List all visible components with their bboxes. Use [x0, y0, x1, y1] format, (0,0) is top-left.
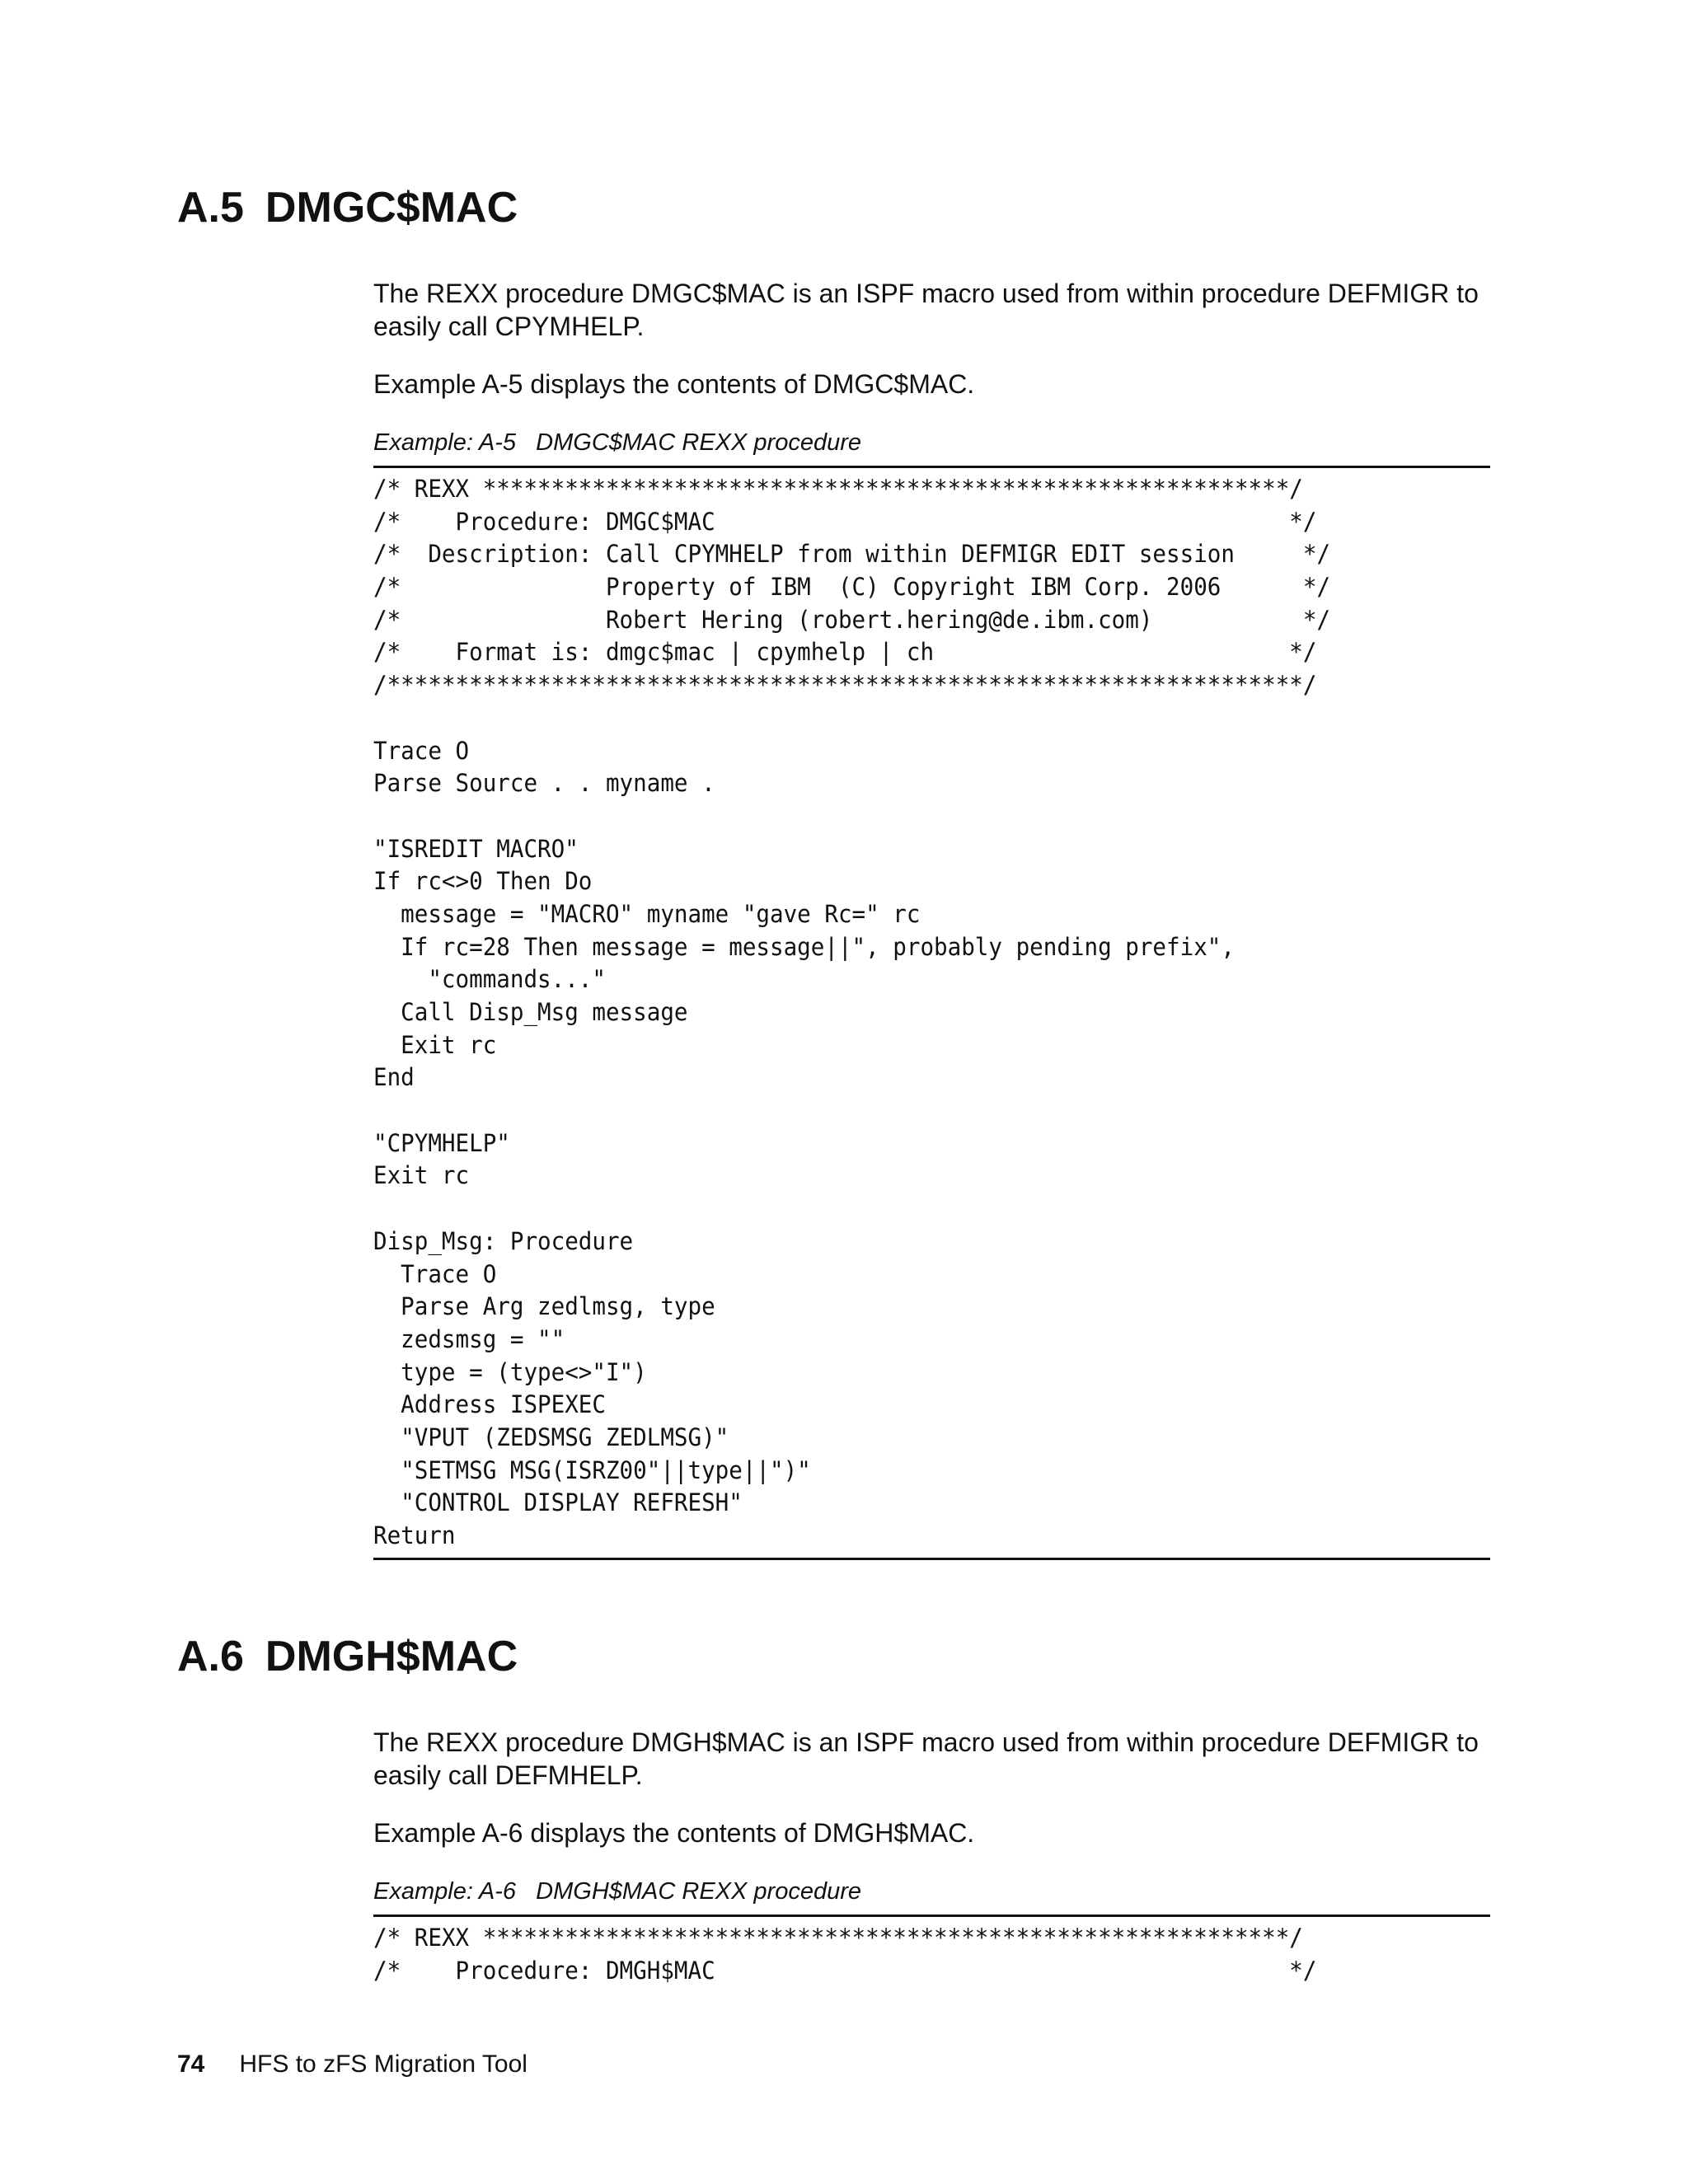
code-line: "CPYMHELP" [373, 1128, 510, 1157]
section-title: DMGH$MAC [265, 1633, 518, 1680]
code-line: message = "MACRO" myname "gave Rc=" rc [373, 899, 921, 928]
book-title: HFS to zFS Migration Tool [239, 2050, 528, 2078]
example-caption [373, 428, 861, 457]
code-line: Return [373, 1521, 456, 1549]
example-title: DMGC$MAC REXX procedure [536, 429, 862, 456]
example-label: Example: A-6 [373, 1878, 516, 1905]
page-footer [177, 2050, 528, 2079]
section-intro-paragraph: The REXX procedure DMGC$MAC is an ISPF macro used from within procedure DEFMIGR to easily call CPYMHELP. [373, 279, 1479, 341]
code-line: /* Robert Hering (robert.hering@de.ibm.com) */ [373, 605, 1331, 634]
section-number: A.5 [177, 184, 244, 232]
section-heading-a5 [177, 183, 518, 232]
code-line: /* Format is: dmgc$mac | cpymhelp | ch */ [373, 638, 1317, 667]
code-line [373, 800, 1330, 833]
code-block-top-rule [373, 466, 1490, 468]
code-line: /* Procedure: DMGH$MAC */ [373, 1956, 1317, 1985]
code-line: Address ISPEXEC [373, 1390, 606, 1419]
code-line [373, 1193, 1330, 1226]
code-line: "SETMSG MSG(ISRZ00"||type||")" [373, 1455, 811, 1484]
code-line: Exit rc [373, 1030, 497, 1059]
code-line: Call Disp_Msg message [373, 998, 688, 1026]
code-line: "VPUT (ZEDSMSG ZEDLMSG)" [373, 1422, 729, 1451]
code-line: If rc<>0 Then Do [373, 867, 593, 896]
code-block-bottom-rule [373, 1558, 1490, 1560]
code-line: "commands..." [373, 965, 606, 994]
example-label: Example: A-5 [373, 429, 516, 456]
code-line: /* Property of IBM (C) Copyright IBM Corp. 2006 */ [373, 573, 1331, 602]
code-line: /* Description: Call CPYMHELP from within DEFMIGR EDIT session */ [373, 540, 1331, 569]
code-line: "CONTROL DISPLAY REFRESH" [373, 1488, 743, 1517]
code-line: Parse Arg zedlmsg, type [373, 1292, 715, 1321]
code-line: /* REXX ***********************************************************/ [373, 1924, 1303, 1952]
code-line: /* REXX ***********************************************************/ [373, 475, 1303, 503]
code-line: If rc=28 Then message = message||", probably pending prefix", [373, 932, 1235, 961]
page-number: 74 [177, 2050, 205, 2078]
example-reference-paragraph: Example A-5 displays the contents of DMGC$MAC. [373, 369, 975, 399]
code-line: type = (type<>"I") [373, 1357, 647, 1386]
code-line [373, 702, 1330, 735]
code-line: /*******************************************************************/ [373, 671, 1317, 700]
code-line: End [373, 1063, 415, 1092]
code-line: Disp_Msg: Procedure [373, 1226, 634, 1255]
section-intro-paragraph: The REXX procedure DMGH$MAC is an ISPF macro used from within procedure DEFMIGR to easily call DEFMHELP. [373, 1727, 1479, 1790]
code-line: zedsmsg = "" [373, 1324, 565, 1353]
section-title: DMGC$MAC [265, 184, 518, 232]
example-title: DMGH$MAC REXX procedure [536, 1878, 862, 1905]
code-block-top-rule [373, 1915, 1490, 1917]
code-line: "ISREDIT MACRO" [373, 834, 579, 863]
section-number: A.6 [177, 1633, 244, 1680]
code-line: Trace O [373, 1259, 497, 1288]
section-heading-a6 [177, 1632, 518, 1681]
code-block-a6 [373, 1922, 1316, 1987]
code-line [373, 1094, 1330, 1127]
code-line: Trace O [373, 736, 470, 765]
code-line: /* Procedure: DMGC$MAC */ [373, 507, 1317, 536]
example-caption [373, 1877, 861, 1906]
code-block-a5 [373, 473, 1330, 1553]
code-line: Exit rc [373, 1161, 470, 1190]
code-line: Parse Source . . myname . [373, 769, 715, 798]
example-reference-paragraph: Example A-6 displays the contents of DMGH$MAC. [373, 1818, 975, 1848]
